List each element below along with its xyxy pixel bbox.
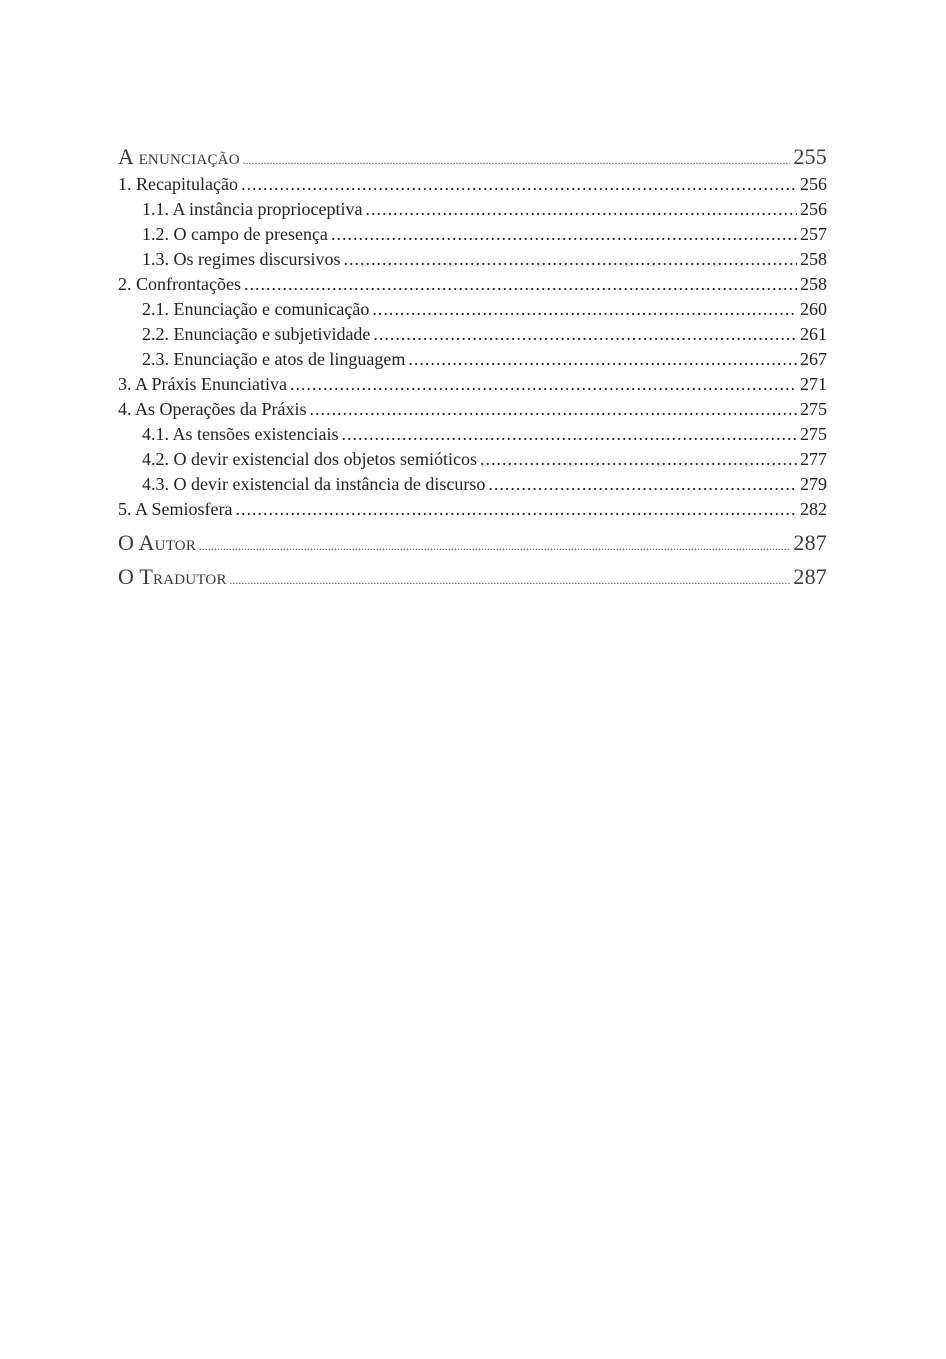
toc-page-number: 256 bbox=[800, 199, 827, 219]
toc-entry[interactable] bbox=[118, 372, 827, 397]
dot-leader bbox=[408, 347, 797, 372]
dot-leader bbox=[341, 422, 797, 447]
toc-entry-label: 2.2. Enunciação e subjetividade bbox=[142, 324, 371, 344]
toc-page-number: 287 bbox=[793, 564, 827, 589]
toc-entry-label: 2. Confrontações bbox=[118, 274, 241, 294]
toc-page-number: 271 bbox=[800, 374, 827, 394]
dot-leader bbox=[199, 535, 790, 561]
dot-leader bbox=[241, 172, 797, 197]
toc-page-number: 258 bbox=[800, 274, 827, 294]
toc-entry-label: 1.3. Os regimes discursivos bbox=[142, 249, 341, 269]
toc-page-number: 275 bbox=[800, 424, 827, 444]
toc-entry[interactable] bbox=[118, 347, 827, 372]
toc-page-number: 256 bbox=[800, 174, 827, 194]
toc-page-number: 287 bbox=[793, 530, 827, 555]
toc-entry-label: 2.3. Enunciação e atos de linguagem bbox=[142, 349, 406, 369]
dot-leader bbox=[372, 297, 797, 322]
toc-entry[interactable] bbox=[118, 397, 827, 422]
toc-entry[interactable] bbox=[118, 247, 827, 272]
dot-leader bbox=[290, 372, 797, 397]
toc-entry[interactable] bbox=[118, 322, 827, 347]
toc-entry-label: 1.2. O campo de presença bbox=[142, 224, 328, 244]
toc-chapter-enunciacao[interactable] bbox=[118, 144, 827, 170]
toc-chapter-label: A enunciação bbox=[118, 144, 240, 169]
toc-entry-label: 4. As Operações da Práxis bbox=[118, 399, 307, 419]
toc-page-number: 282 bbox=[800, 499, 827, 519]
toc-page-number: 267 bbox=[800, 349, 827, 369]
toc-entry-label: 3. A Práxis Enunciativa bbox=[118, 374, 287, 394]
toc-page-number: 275 bbox=[800, 399, 827, 419]
toc-entry-label: 5. A Semiosfera bbox=[118, 499, 233, 519]
toc-page-number: 260 bbox=[800, 299, 827, 319]
toc-entry-label: 4.1. As tensões existenciais bbox=[142, 424, 339, 444]
toc-chapter-label: O Autor bbox=[118, 530, 197, 555]
dot-leader bbox=[236, 497, 798, 522]
toc-entry[interactable] bbox=[118, 497, 827, 522]
toc-chapter-tradutor[interactable] bbox=[118, 564, 827, 590]
toc-entry-label: 4.3. O devir existencial da instância de discurso bbox=[142, 474, 486, 494]
dot-leader bbox=[331, 222, 797, 247]
toc-entry-label: 4.2. O devir existencial dos objetos semióticos bbox=[142, 449, 477, 469]
dot-leader bbox=[309, 397, 797, 422]
toc-chapter-autor[interactable] bbox=[118, 530, 827, 556]
dot-leader bbox=[244, 272, 797, 297]
dot-leader bbox=[488, 472, 797, 497]
toc-page-number: 258 bbox=[800, 249, 827, 269]
toc-page-number: 277 bbox=[800, 449, 827, 469]
toc-entry-label: 1.1. A instância proprioceptiva bbox=[142, 199, 363, 219]
dot-leader bbox=[343, 247, 797, 272]
toc-entry[interactable] bbox=[118, 447, 827, 472]
dot-leader bbox=[230, 569, 791, 595]
dot-leader bbox=[373, 322, 797, 347]
toc-page-number: 261 bbox=[800, 324, 827, 344]
dot-leader bbox=[365, 197, 797, 222]
toc-entry[interactable] bbox=[118, 172, 827, 197]
toc-entry[interactable] bbox=[118, 422, 827, 447]
toc-entry[interactable] bbox=[118, 197, 827, 222]
toc-page-number: 279 bbox=[800, 474, 827, 494]
toc-entry-label: 2.1. Enunciação e comunicação bbox=[142, 299, 370, 319]
toc-page-number: 257 bbox=[800, 224, 827, 244]
table-of-contents bbox=[118, 144, 827, 590]
toc-entry[interactable] bbox=[118, 297, 827, 322]
toc-entry[interactable] bbox=[118, 222, 827, 247]
toc-chapter-label: O Tradutor bbox=[118, 564, 227, 589]
toc-entry[interactable] bbox=[118, 472, 827, 497]
toc-entry[interactable] bbox=[118, 272, 827, 297]
dot-leader bbox=[480, 447, 797, 472]
toc-page-number: 255 bbox=[793, 144, 827, 169]
toc-entry-label: 1. Recapitulação bbox=[118, 174, 238, 194]
